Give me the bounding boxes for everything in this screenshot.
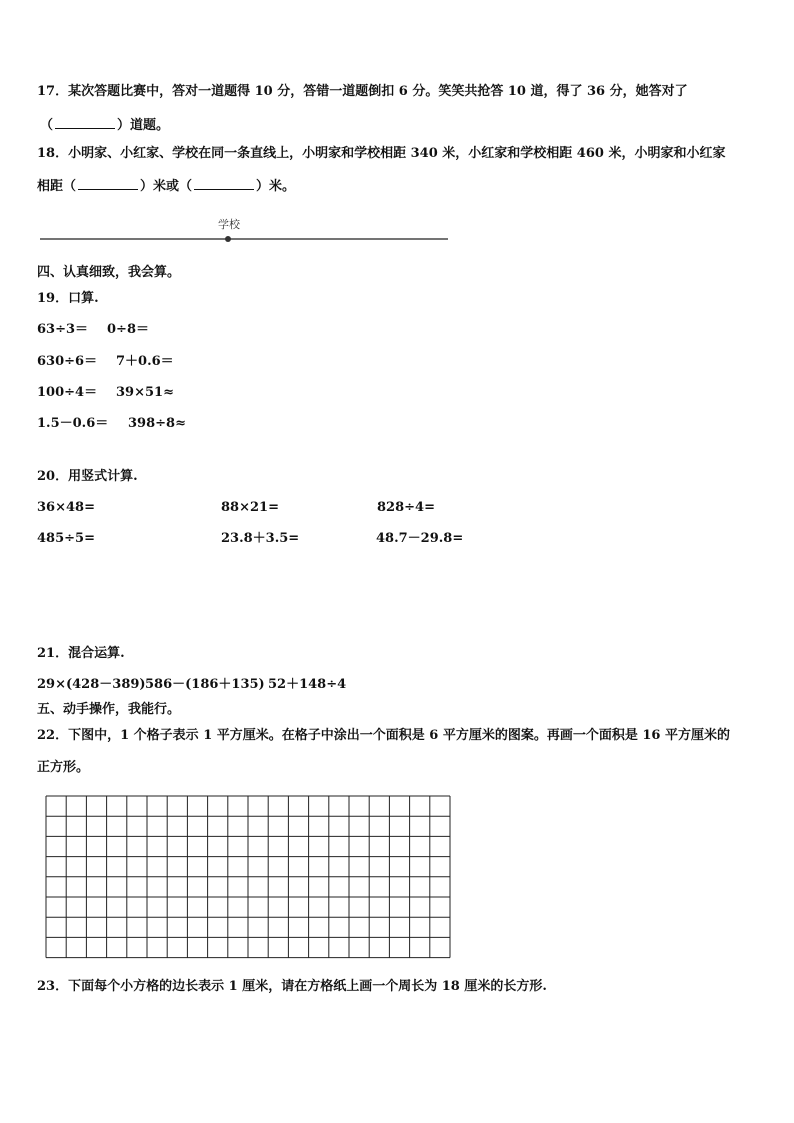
q19-r1-a: 63÷3＝ <box>37 322 89 337</box>
q21-item-2: 586－(186＋135) <box>145 677 265 692</box>
q19-title: 19．口算. <box>37 291 99 306</box>
q21-item-3: 52＋148÷4 <box>268 677 347 692</box>
q19-r3-b: 39×51≈ <box>116 385 174 400</box>
q18-line1: 18．小明家、小红家、学校在同一条直线上，小明家和学校相距 340 米，小红家和学校相距 460 米，小明家和小红家 <box>37 146 726 161</box>
q20-r1-b: 88×21= <box>221 500 279 515</box>
section-5-heading: 五、动手操作，我能行。 <box>37 702 181 717</box>
q18-answer-blank-2[interactable] <box>194 177 254 190</box>
section-4-heading: 四、认真细致，我会算。 <box>37 265 181 280</box>
q19-r2-a: 630÷6＝ <box>37 354 98 369</box>
q19-r3-a: 100÷4＝ <box>37 385 98 400</box>
q20-r2-b: 23.8＋3.5= <box>221 531 300 546</box>
q20-title: 20．用竖式计算. <box>37 469 138 484</box>
q17-open-paren: （ <box>40 118 54 133</box>
q20-r2-a: 485÷5= <box>37 531 95 546</box>
q17-answer-blank[interactable] <box>55 116 115 129</box>
q20-r1-c: 828÷4= <box>377 500 435 515</box>
q18-text-a: 相距（ <box>37 179 77 194</box>
q21-title: 21．混合运算. <box>37 646 125 661</box>
q20-r1-a: 36×48= <box>37 500 95 515</box>
q20-r2-c: 48.7－29.8= <box>376 531 464 546</box>
q17-line1: 17．某次答题比赛中，答对一道题得 10 分，答错一道题倒扣 6 分。笑笑共抢答 10 道，得了 36 分，她答对了 <box>37 84 688 99</box>
q17-line2 <box>40 116 169 134</box>
square-grid[interactable] <box>45 795 454 959</box>
q18-text-b: ）米或（ <box>140 179 193 194</box>
q19-r4-a: 1.5－0.6＝ <box>37 416 109 431</box>
school-number-line <box>38 216 452 246</box>
q19-r4-b: 398÷8≈ <box>128 416 186 431</box>
q23-line1: 23．下面每个小方格的边长表示 1 厘米，请在方格纸上画一个周长为 18 厘米的长方形. <box>37 979 547 994</box>
q18-text-c: ）米。 <box>256 179 296 194</box>
q18-line2 <box>37 177 295 195</box>
q18-answer-blank-1[interactable] <box>78 177 138 190</box>
q22-line1: 22．下图中，1 个格子表示 1 平方厘米。在格子中涂出一个面积是 6 平方厘米的图案。再画一个面积是 16 平方厘米的 <box>37 728 730 743</box>
q21-item-1: 29×(428－389) <box>37 677 146 692</box>
q22-line2: 正方形。 <box>37 760 90 775</box>
q19-r2-b: 7＋0.6＝ <box>116 354 174 369</box>
school-label: 学校 <box>218 219 240 231</box>
q19-r1-b: 0÷8＝ <box>107 322 149 337</box>
school-point <box>225 236 231 242</box>
q17-close-text: ）道题。 <box>117 118 170 133</box>
